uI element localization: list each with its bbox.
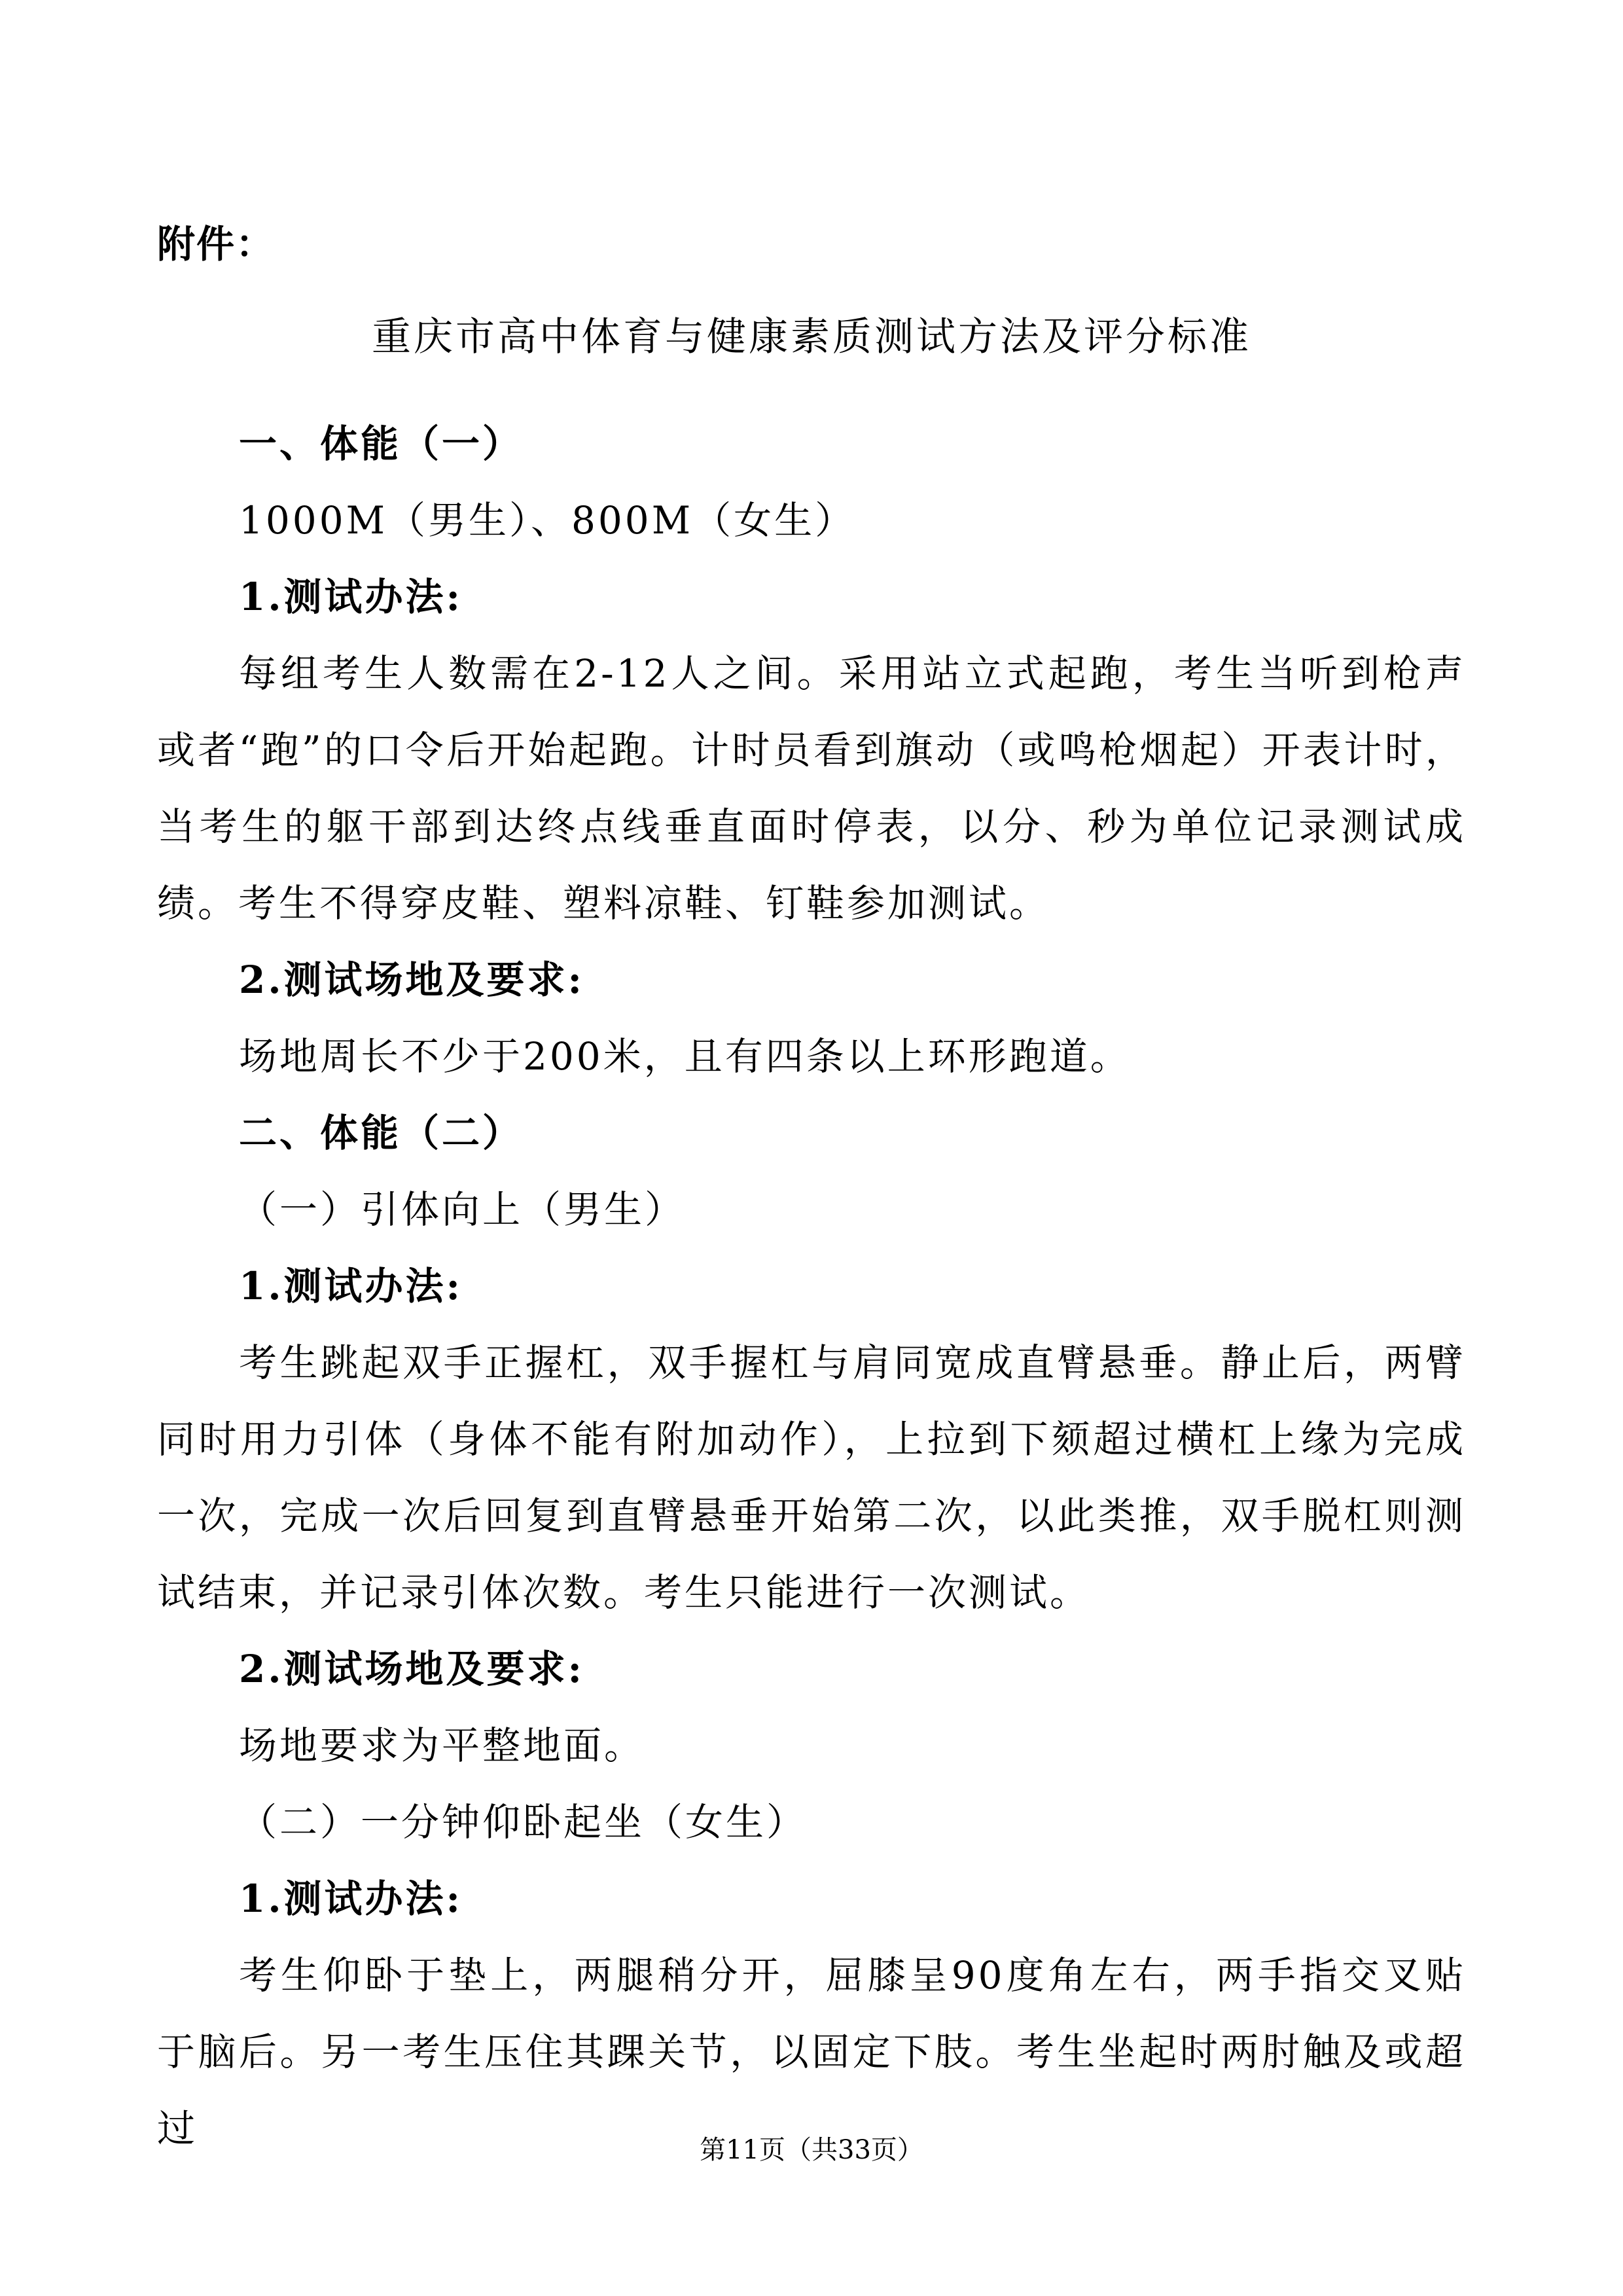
page-footer: 第11页（共33页） <box>700 2135 923 2165</box>
subheading-test-method: 1.测试办法: <box>239 575 463 619</box>
paragraph-running-venue: 场地周长不少于200米，且有四条以上环形跑道。 <box>239 1034 1131 1079</box>
subheading-test-method: 1.测试办法: <box>239 1264 463 1308</box>
subheading-venue-requirements: 2.测试场地及要求: <box>239 1647 584 1691</box>
event-line-running: 1000M（男生）、800M（女生） <box>239 498 856 543</box>
section-heading-fitness-1: 一、体能（一） <box>239 422 524 466</box>
paragraph-pull-up-venue: 场地要求为平整地面。 <box>239 1723 645 1768</box>
event-line-sit-up: （二）一分钟仰卧起坐（女生） <box>239 1800 808 1844</box>
document-title: 重庆市高中体育与健康素质测试方法及评分标准 <box>372 314 1251 360</box>
subheading-test-method: 1.测试办法: <box>239 1876 463 1921</box>
paragraph-sit-up-method: 考生仰卧于垫上，两腿稍分开，屈膝呈90度角左右，两手指交叉贴于脑后。另一考生压住其踝关节，以固定下肢。考生坐起时两肘触及或超过 <box>157 1953 1466 2151</box>
paragraph-pull-up-method: 考生跳起双手正握杠，双手握杠与肩同宽成直臂悬垂。静止后，两臂同时用力引体（身体不能有附加动作），上拉到下颏超过横杠上缘为完成一次，完成一次后回复到直臂悬垂开始第二次，以此类推，双手脱杠则测试结束，并记录引体次数。考生只能进行一次测试。 <box>157 1340 1466 1615</box>
subheading-venue-requirements: 2.测试场地及要求: <box>239 958 584 1002</box>
document-body <box>157 406 1466 2167</box>
event-line-pull-up: （一）引体向上（男生） <box>239 1187 686 1232</box>
paragraph-running-method: 每组考生人数需在2-12人之间。采用站立式起跑，考生当听到枪声或者“跑”的口令后开始起跑。计时员看到旗动（或鸣枪烟起）开表计时，当考生的躯干部到达终点线垂直面时停表，以分、秒为单位记录测试成绩。考生不得穿皮鞋、塑料凉鞋、钉鞋参加测试。 <box>157 651 1466 925</box>
section-heading-fitness-2: 二、体能（二） <box>239 1111 524 1155</box>
attachment-label: 附件： <box>157 222 276 266</box>
